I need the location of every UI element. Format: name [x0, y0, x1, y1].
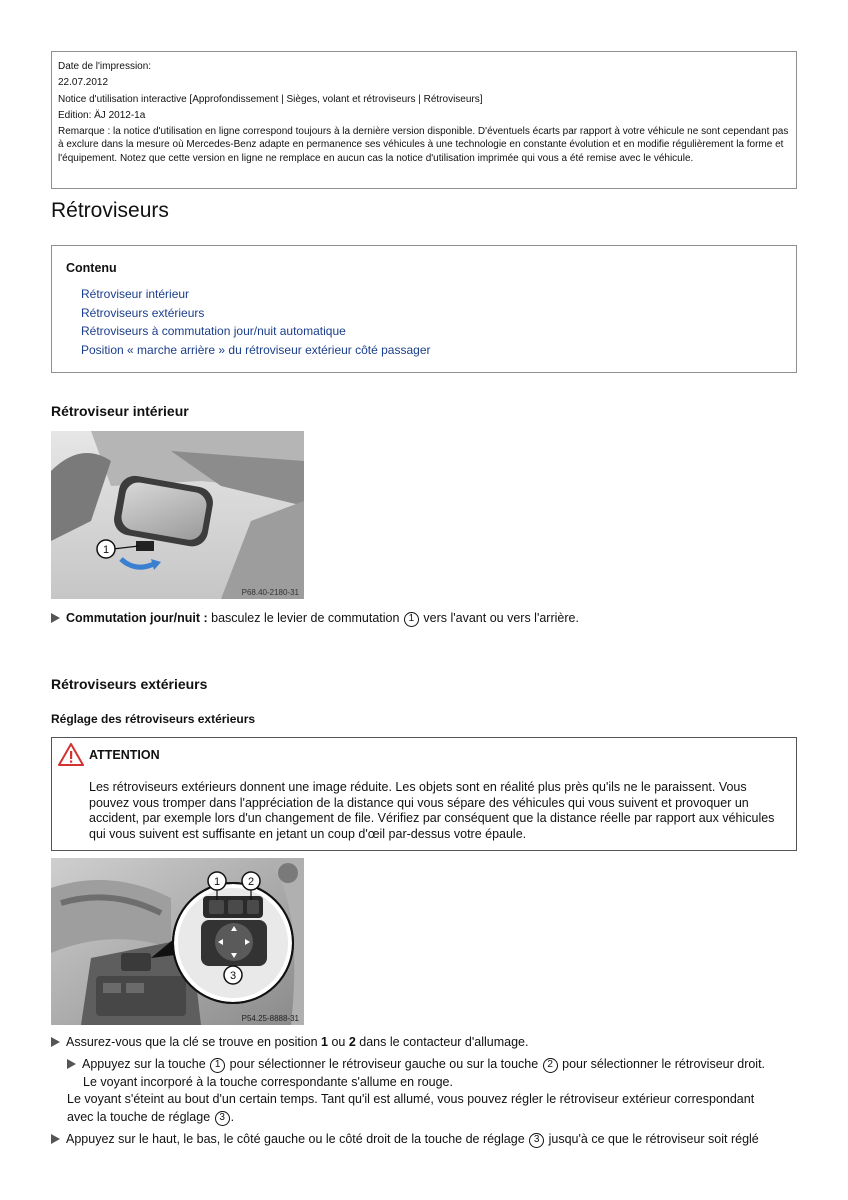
step-day-night: Commutation jour/nuit : basculez le levier de commutation 1 vers l'avant ou vers l'arrière.: [51, 610, 579, 627]
note-line-2: avec la touche de réglage 3 .: [67, 1110, 235, 1124]
toc-link-reverse-position[interactable]: Position « marche arrière » du rétroviseur extérieur côté passager: [81, 343, 431, 357]
substep-select-mirror: Appuyez sur la touche 1 pour sélectionner le rétroviseur gauche ou sur la touche 2 pour sélectionner le rétroviseur droit.: [67, 1056, 765, 1073]
note-line-1: Le voyant s'éteint au bout d'un certain temps. Tant qu'il est allumé, vous pouvez régler le rétroviseur extérieur correspondant: [67, 1092, 755, 1106]
figure1-code: P68.40-2180-31: [241, 588, 299, 597]
section-heading-exterior-mirrors: Rétroviseurs extérieurs: [51, 676, 208, 692]
toc-link-exterior-mirrors[interactable]: Rétroviseurs extérieurs: [81, 306, 205, 320]
bullet-arrow-icon: [51, 613, 60, 623]
mirror-switch-figure: [51, 858, 304, 1025]
print-date: 22.07.2012: [58, 77, 109, 89]
warning-triangle-icon: [58, 743, 84, 766]
page-title: Rétroviseurs: [51, 199, 169, 222]
callout-3-icon: 3: [215, 1111, 230, 1126]
bullet-arrow-icon: [51, 1037, 60, 1047]
step-bold-label: Commutation jour/nuit :: [66, 611, 208, 625]
subheading-adjustment: Réglage des rétroviseurs extérieurs: [51, 712, 256, 726]
toc-box: [51, 245, 797, 373]
figure2-callout-1: 1: [213, 876, 221, 888]
toc-link-interior-mirror[interactable]: Rétroviseur intérieur: [81, 287, 190, 301]
callout-1-icon: 1: [404, 612, 419, 627]
figure2-callout-3: 3: [229, 970, 237, 982]
figure2-callout-2: 2: [247, 876, 255, 888]
callout-2-icon: 2: [543, 1058, 558, 1073]
remark-text: Remarque : la notice d'utilisation en ligne correspond toujours à la dernière version disponible. D'éventuels écarts par rapport à votre véhicule ne sont cependant pas à exclure dans la mesure où Mercedes-Benz adapte en permanence ses véhicules à une technologie en constante évolution et en modifie régulièrement la forme et l'équipement. Notez que cette version en ligne ne remplace en aucun cas la notice d'utilisation imprimée qui vous a été remise avec le véhicule.: [58, 125, 789, 164]
figure2-code: P54.25-8888-31: [241, 1014, 299, 1023]
warning-text: Les rétroviseurs extérieurs donnent une image réduite. Les objets sont en réalité plus près qu'ils ne le paraissent. Vous pouvez vous tromper dans l'appréciation de la distance qui vous sépare des véhicules qui vous suivent et provoquer un accident, par exemple lors d'un changement de file. Vérifiez par conséquent que la distance réelle par rapport aux véhicules qui vous suivent est suffisante en jetant un coup d'œil par-dessus votre épaule.: [89, 780, 775, 841]
bullet-arrow-icon: [51, 1134, 60, 1144]
edition: Edition: ÄJ 2012-1a: [58, 110, 146, 122]
interior-mirror-figure: [51, 431, 304, 599]
bullet-arrow-icon: [67, 1059, 76, 1069]
warning-title: ATTENTION: [89, 748, 160, 762]
section-heading-interior-mirror: Rétroviseur intérieur: [51, 403, 189, 419]
toc-title: Contenu: [66, 261, 117, 275]
print-date-label: Date de l'impression:: [58, 61, 152, 72]
step-ignition: Assurez-vous que la clé se trouve en position 1 ou 2 dans le contacteur d'allumage.: [51, 1034, 528, 1050]
breadcrumb: Notice d'utilisation interactive [Approfondissement | Sièges, volant et rétroviseurs | Rétroviseurs]: [58, 93, 483, 105]
step-adjust-mirror: Appuyez sur le haut, le bas, le côté gauche ou le côté droit de la touche de réglage 3 jusqu'à ce que le rétroviseur soit réglé: [51, 1131, 759, 1148]
warning-box: [51, 737, 797, 851]
substep-indicator-line: Le voyant incorporé à la touche correspondante s'allume en rouge.: [83, 1075, 453, 1089]
toc-link-auto-dimming[interactable]: Rétroviseurs à commutation jour/nuit automatique: [81, 324, 346, 338]
callout-3-icon: 3: [529, 1133, 544, 1148]
print-info-box: [51, 51, 797, 189]
figure1-callout: 1: [102, 544, 110, 556]
callout-1-icon: 1: [210, 1058, 225, 1073]
